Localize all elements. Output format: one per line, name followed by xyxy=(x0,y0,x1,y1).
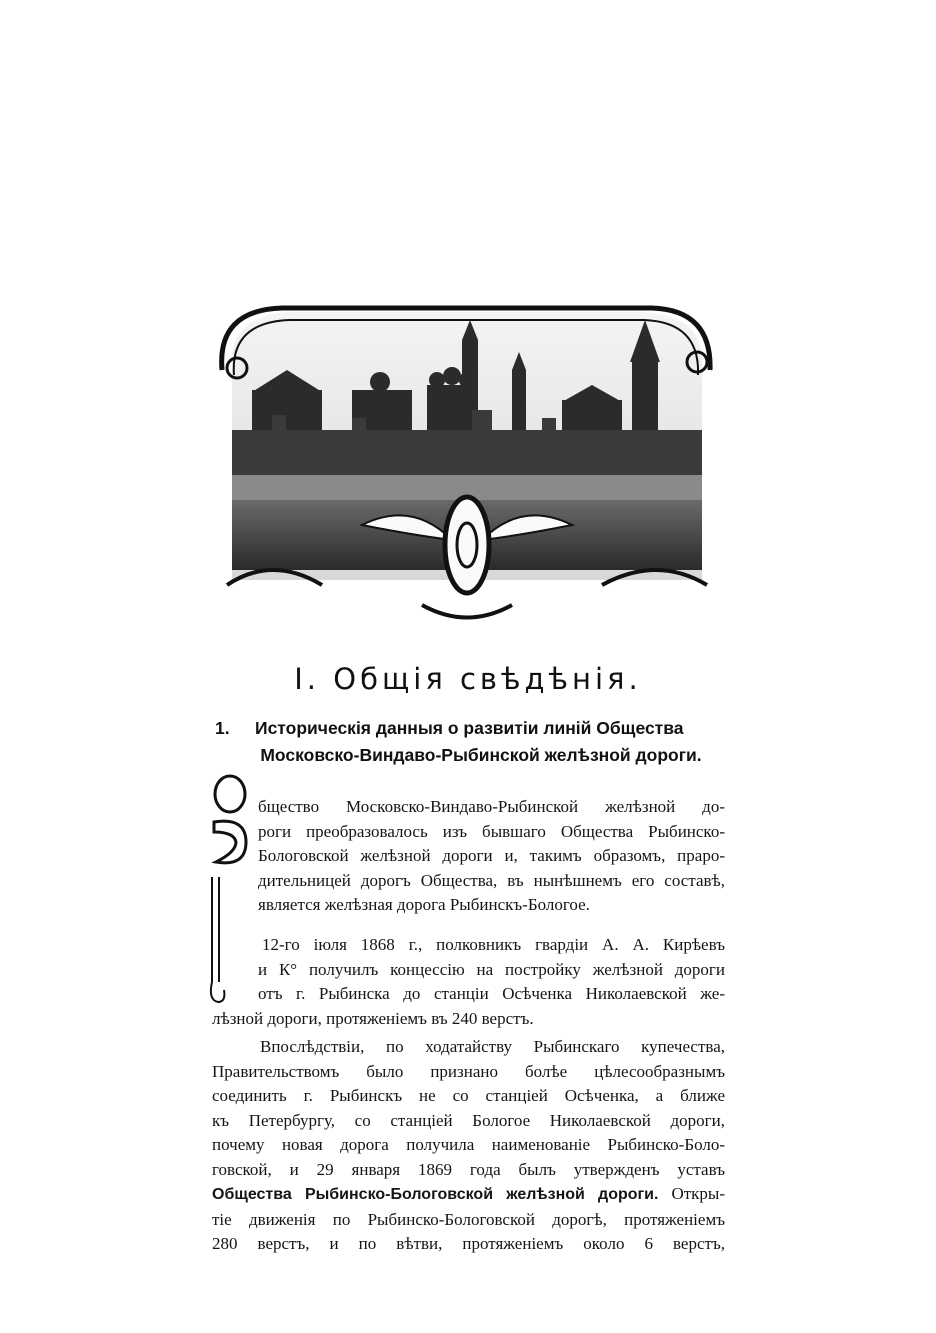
text-line: бщество Московско-Виндаво-Рыбинской желѣзной до- xyxy=(258,797,725,816)
section-number: 1. xyxy=(215,718,230,738)
text-line: дительницей дорогъ Общества, въ нынѣшнемъ его составѣ, xyxy=(258,870,725,890)
drop-cap-ornamental-initial xyxy=(206,772,254,1008)
text-line: тіе движенія по Рыбинско-Бологовской дорогѣ, протяженіемъ xyxy=(212,1209,725,1229)
text-line: лѣзной дороги, протяженіемъ въ 240 верстъ. xyxy=(212,1008,534,1028)
paragraph-3 xyxy=(212,1035,725,1257)
section-heading-line2: Московско-Виндаво-Рыбинской желѣзной дороги. xyxy=(260,745,702,765)
paragraph-1 xyxy=(258,795,725,918)
text-line-with-bold xyxy=(212,1182,725,1208)
text-fragment: Откры- xyxy=(658,1184,725,1203)
bold-company-name: Общества Рыбинско-Бологовской желѣзной дороги. xyxy=(212,1186,659,1203)
paragraph-2 xyxy=(212,933,725,1031)
chapter-title: I. Общія свѣдѣнія. xyxy=(294,662,642,696)
text-line: почему новая дорога получила наименованіе Рыбинско-Боло- xyxy=(212,1135,725,1154)
kremlin-vignette-illustration xyxy=(212,300,720,640)
text-line: Правительствомъ было признано болѣе цѣлесообразнымъ xyxy=(212,1061,725,1081)
section-heading xyxy=(215,715,735,769)
text-line: Впослѣдствіи, по ходатайству Рыбинскаго купечества, xyxy=(260,1037,725,1056)
text-line: 12-го іюля 1868 г., полковникъ гвардіи А. А. Кирѣевъ xyxy=(262,935,725,954)
text-line: отъ г. Рыбинска до станціи Осѣченка Николаевской же- xyxy=(258,984,725,1003)
text-line: къ Петербургу, со станціей Бологое Николаевской дороги, xyxy=(212,1110,725,1130)
text-line: 280 верстъ, и по вѣтви, протяженіемъ около 6 верстъ, xyxy=(212,1234,725,1253)
text-line: роги преобразовалось изъ бывшаго Общества Рыбинско- xyxy=(258,821,725,841)
text-line: соединить г. Рыбинскъ не со станціей Осѣченка, а ближе xyxy=(212,1086,725,1105)
text-line: и К° получилъ концессію на постройку желѣзной дороги xyxy=(258,959,725,979)
text-line: Бологовской желѣзной дороги и, такимъ образомъ, праро- xyxy=(258,846,725,865)
section-heading-line1: Историческія данныя о развитіи линій Общества xyxy=(255,718,684,738)
text-line: говской, и 29 января 1869 года былъ утвержденъ уставъ xyxy=(212,1159,725,1179)
text-line: является желѣзная дорога Рыбинскъ-Бологое. xyxy=(258,895,590,914)
